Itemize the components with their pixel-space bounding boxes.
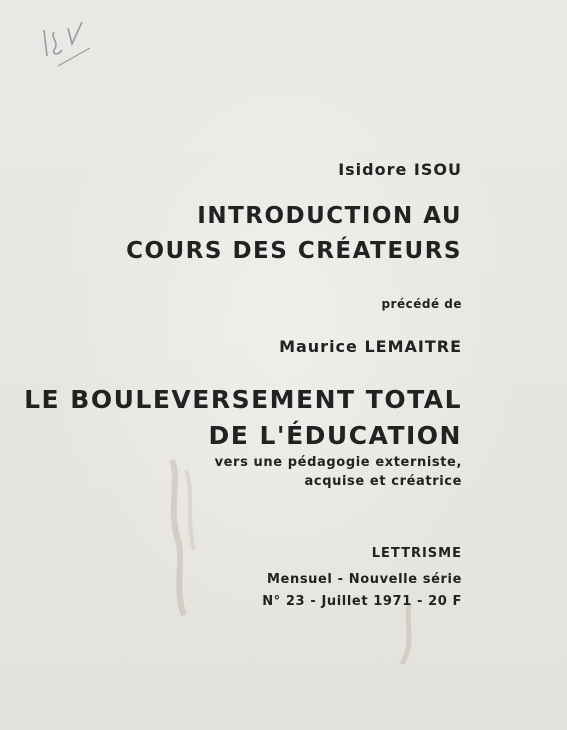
- second-title-line-1: LE BOULEVERSEMENT TOTAL: [24, 385, 462, 414]
- subtitle-line-1: vers une pédagogie externiste,: [214, 455, 462, 470]
- first-author: Isidore ISOU: [338, 160, 462, 179]
- first-title-line-2: COURS DES CRÉATEURS: [126, 238, 462, 264]
- water-stain-right: [380, 600, 430, 670]
- issue-series: Mensuel - Nouvelle série: [267, 572, 462, 587]
- issue-number-date-price: N° 23 - Juillet 1971 - 20 F: [262, 594, 462, 609]
- preceded-by-label: précédé de: [381, 297, 462, 311]
- first-title-line-1: INTRODUCTION AU: [197, 203, 462, 229]
- second-title-line-2: DE L'ÉDUCATION: [208, 421, 462, 450]
- journal-name: LETTRISME: [371, 546, 462, 561]
- water-stain-left: [150, 450, 220, 620]
- pencil-annotation-mark: [38, 10, 98, 70]
- second-author: Maurice LEMAITRE: [279, 337, 462, 356]
- subtitle-line-2: acquise et créatrice: [304, 474, 462, 489]
